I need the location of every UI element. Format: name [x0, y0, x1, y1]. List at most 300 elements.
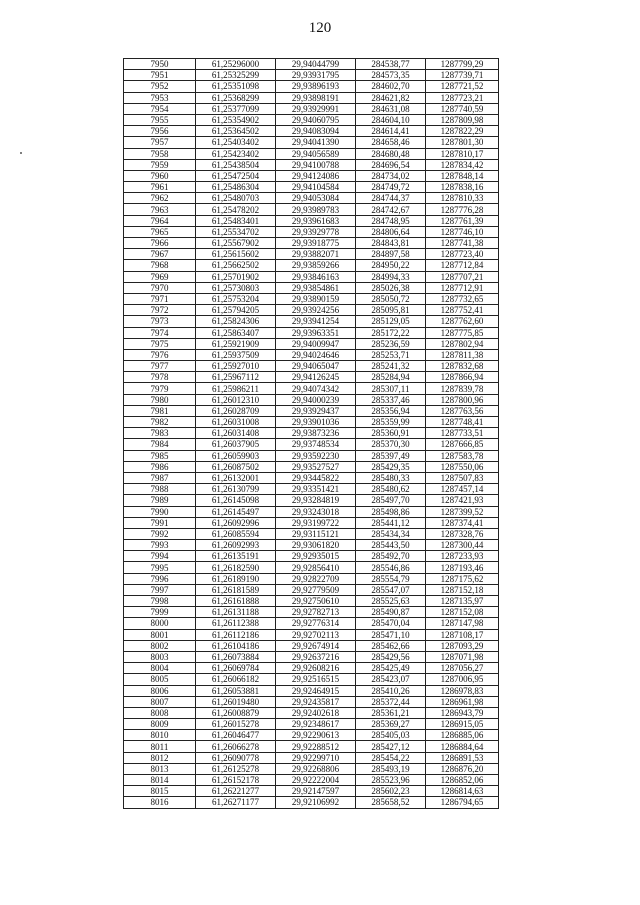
point-number-cell: 8006 — [124, 685, 196, 696]
point-number-cell: 7992 — [124, 528, 196, 539]
longitude-cell: 29,92674914 — [276, 640, 356, 651]
point-number-cell: 7989 — [124, 495, 196, 506]
y-coordinate-cell: 1287741,38 — [426, 238, 499, 249]
table-row — [124, 92, 499, 103]
point-number-cell: 8015 — [124, 786, 196, 797]
y-coordinate-cell: 1287761,39 — [426, 215, 499, 226]
y-coordinate-cell: 1286978,83 — [426, 685, 499, 696]
longitude-cell: 29,93592230 — [276, 450, 356, 461]
longitude-cell: 29,93061820 — [276, 540, 356, 551]
y-coordinate-cell: 1287748,41 — [426, 417, 499, 428]
longitude-cell: 29,93890159 — [276, 293, 356, 304]
y-coordinate-cell: 1286876,20 — [426, 763, 499, 774]
table-row — [124, 551, 499, 562]
y-coordinate-cell: 1287811,38 — [426, 349, 499, 360]
table-row — [124, 707, 499, 718]
point-number-cell: 8016 — [124, 797, 196, 808]
coordinates-table — [123, 58, 499, 809]
table-row — [124, 484, 499, 495]
latitude-cell: 61,26012310 — [196, 394, 276, 405]
longitude-cell: 29,94060795 — [276, 114, 356, 125]
point-number-cell: 8001 — [124, 629, 196, 640]
x-coordinate-cell: 285441,12 — [356, 517, 426, 528]
x-coordinate-cell: 285172,22 — [356, 327, 426, 338]
longitude-cell: 29,94024646 — [276, 349, 356, 360]
point-number-cell: 7999 — [124, 607, 196, 618]
latitude-cell: 61,25423402 — [196, 148, 276, 159]
y-coordinate-cell: 1287801,30 — [426, 137, 499, 148]
latitude-cell: 61,26092993 — [196, 540, 276, 551]
latitude-cell: 61,26181589 — [196, 584, 276, 595]
table-row — [124, 752, 499, 763]
latitude-cell: 61,25927010 — [196, 361, 276, 372]
latitude-cell: 61,26053881 — [196, 685, 276, 696]
table-row — [124, 629, 499, 640]
longitude-cell: 29,92608216 — [276, 663, 356, 674]
latitude-cell: 61,25354902 — [196, 114, 276, 125]
y-coordinate-cell: 1287763,56 — [426, 405, 499, 416]
point-number-cell: 7972 — [124, 305, 196, 316]
table-row — [124, 596, 499, 607]
y-coordinate-cell: 1287839,78 — [426, 383, 499, 394]
table-row — [124, 316, 499, 327]
table-row — [124, 674, 499, 685]
point-number-cell: 7960 — [124, 170, 196, 181]
point-number-cell: 8009 — [124, 719, 196, 730]
point-number-cell: 8003 — [124, 651, 196, 662]
y-coordinate-cell: 1287707,21 — [426, 271, 499, 282]
longitude-cell: 29,92637216 — [276, 651, 356, 662]
table-row — [124, 663, 499, 674]
y-coordinate-cell: 1287776,28 — [426, 204, 499, 215]
y-coordinate-cell: 1287328,76 — [426, 528, 499, 539]
longitude-cell: 29,93989783 — [276, 204, 356, 215]
y-coordinate-cell: 1287746,10 — [426, 226, 499, 237]
x-coordinate-cell: 285525,63 — [356, 596, 426, 607]
latitude-cell: 61,25701902 — [196, 271, 276, 282]
latitude-cell: 61,25615602 — [196, 249, 276, 260]
y-coordinate-cell: 1287721,52 — [426, 81, 499, 92]
table-row — [124, 607, 499, 618]
x-coordinate-cell: 285427,12 — [356, 741, 426, 752]
x-coordinate-cell: 285471,10 — [356, 629, 426, 640]
latitude-cell: 61,26125278 — [196, 763, 276, 774]
table-row — [124, 159, 499, 170]
point-number-cell: 7954 — [124, 103, 196, 114]
y-coordinate-cell: 1287739,71 — [426, 70, 499, 81]
x-coordinate-cell: 284573,35 — [356, 70, 426, 81]
longitude-cell: 29,92464915 — [276, 685, 356, 696]
table-row — [124, 349, 499, 360]
table-row — [124, 204, 499, 215]
table-row — [124, 472, 499, 483]
y-coordinate-cell: 1287809,98 — [426, 114, 499, 125]
table-row — [124, 797, 499, 808]
point-number-cell: 7979 — [124, 383, 196, 394]
point-number-cell: 7957 — [124, 137, 196, 148]
point-number-cell: 7976 — [124, 349, 196, 360]
table-row — [124, 215, 499, 226]
longitude-cell: 29,93748534 — [276, 439, 356, 450]
longitude-cell: 29,93351421 — [276, 484, 356, 495]
longitude-cell: 29,93929778 — [276, 226, 356, 237]
longitude-cell: 29,94041390 — [276, 137, 356, 148]
x-coordinate-cell: 285498,86 — [356, 506, 426, 517]
longitude-cell: 29,92290613 — [276, 730, 356, 741]
x-coordinate-cell: 285360,91 — [356, 428, 426, 439]
table-row — [124, 182, 499, 193]
y-coordinate-cell: 1287834,42 — [426, 159, 499, 170]
y-coordinate-cell: 1287152,08 — [426, 607, 499, 618]
y-coordinate-cell: 1287152,18 — [426, 584, 499, 595]
y-coordinate-cell: 1287135,97 — [426, 596, 499, 607]
x-coordinate-cell: 284538,77 — [356, 59, 426, 70]
x-coordinate-cell: 284749,72 — [356, 182, 426, 193]
table-row — [124, 137, 499, 148]
x-coordinate-cell: 285490,87 — [356, 607, 426, 618]
x-coordinate-cell: 285454,22 — [356, 752, 426, 763]
point-number-cell: 7953 — [124, 92, 196, 103]
point-number-cell: 7996 — [124, 573, 196, 584]
longitude-cell: 29,94053084 — [276, 193, 356, 204]
longitude-cell: 29,94056589 — [276, 148, 356, 159]
longitude-cell: 29,92435817 — [276, 696, 356, 707]
latitude-cell: 61,26131188 — [196, 607, 276, 618]
margin-mark — [20, 152, 22, 154]
point-number-cell: 8004 — [124, 663, 196, 674]
point-number-cell: 7977 — [124, 361, 196, 372]
y-coordinate-cell: 1286852,06 — [426, 775, 499, 786]
latitude-cell: 61,26112186 — [196, 629, 276, 640]
x-coordinate-cell: 285443,50 — [356, 540, 426, 551]
latitude-cell: 61,25351098 — [196, 81, 276, 92]
y-coordinate-cell: 1287093,29 — [426, 640, 499, 651]
x-coordinate-cell: 284744,37 — [356, 193, 426, 204]
point-number-cell: 7964 — [124, 215, 196, 226]
latitude-cell: 61,26037905 — [196, 439, 276, 450]
table-row — [124, 786, 499, 797]
longitude-cell: 29,93918775 — [276, 238, 356, 249]
x-coordinate-cell: 285369,27 — [356, 719, 426, 730]
x-coordinate-cell: 284614,41 — [356, 126, 426, 137]
x-coordinate-cell: 285095,81 — [356, 305, 426, 316]
table-row — [124, 741, 499, 752]
point-number-cell: 7978 — [124, 372, 196, 383]
latitude-cell: 61,25986211 — [196, 383, 276, 394]
latitude-cell: 61,25368299 — [196, 92, 276, 103]
x-coordinate-cell: 284658,46 — [356, 137, 426, 148]
table-row — [124, 327, 499, 338]
point-number-cell: 7970 — [124, 282, 196, 293]
latitude-cell: 61,26059903 — [196, 450, 276, 461]
longitude-cell: 29,93961683 — [276, 215, 356, 226]
point-number-cell: 8013 — [124, 763, 196, 774]
longitude-cell: 29,94104584 — [276, 182, 356, 193]
y-coordinate-cell: 1287832,68 — [426, 361, 499, 372]
y-coordinate-cell: 1287866,94 — [426, 372, 499, 383]
table-row — [124, 372, 499, 383]
longitude-cell: 29,92222004 — [276, 775, 356, 786]
table-row — [124, 517, 499, 528]
y-coordinate-cell: 1287775,85 — [426, 327, 499, 338]
latitude-cell: 61,25364502 — [196, 126, 276, 137]
latitude-cell: 61,25662502 — [196, 260, 276, 271]
x-coordinate-cell: 284742,67 — [356, 204, 426, 215]
y-coordinate-cell: 1287712,91 — [426, 282, 499, 293]
point-number-cell: 7965 — [124, 226, 196, 237]
longitude-cell: 29,92288512 — [276, 741, 356, 752]
table-row — [124, 114, 499, 125]
table-row — [124, 361, 499, 372]
y-coordinate-cell: 1287822,29 — [426, 126, 499, 137]
longitude-cell: 29,94009947 — [276, 338, 356, 349]
latitude-cell: 61,26221277 — [196, 786, 276, 797]
table-row — [124, 651, 499, 662]
point-number-cell: 7974 — [124, 327, 196, 338]
latitude-cell: 61,25472504 — [196, 170, 276, 181]
y-coordinate-cell: 1287108,17 — [426, 629, 499, 640]
point-number-cell: 7987 — [124, 472, 196, 483]
table-row — [124, 696, 499, 707]
x-coordinate-cell: 285497,70 — [356, 495, 426, 506]
latitude-cell: 61,26145497 — [196, 506, 276, 517]
point-number-cell: 7988 — [124, 484, 196, 495]
longitude-cell: 29,92348617 — [276, 719, 356, 730]
latitude-cell: 61,25921909 — [196, 338, 276, 349]
longitude-cell: 29,92935015 — [276, 551, 356, 562]
x-coordinate-cell: 285480,33 — [356, 472, 426, 483]
point-number-cell: 7969 — [124, 271, 196, 282]
longitude-cell: 29,93901036 — [276, 417, 356, 428]
latitude-cell: 61,26087502 — [196, 461, 276, 472]
y-coordinate-cell: 1287300,44 — [426, 540, 499, 551]
latitude-cell: 61,26271177 — [196, 797, 276, 808]
x-coordinate-cell: 285361,21 — [356, 707, 426, 718]
longitude-cell: 29,94124086 — [276, 170, 356, 181]
y-coordinate-cell: 1287233,93 — [426, 551, 499, 562]
x-coordinate-cell: 285493,19 — [356, 763, 426, 774]
y-coordinate-cell: 1287762,60 — [426, 316, 499, 327]
latitude-cell: 61,26130799 — [196, 484, 276, 495]
table-row — [124, 59, 499, 70]
table-row — [124, 461, 499, 472]
latitude-cell: 61,26092996 — [196, 517, 276, 528]
x-coordinate-cell: 285050,72 — [356, 293, 426, 304]
table-row — [124, 338, 499, 349]
y-coordinate-cell: 1287799,29 — [426, 59, 499, 70]
y-coordinate-cell: 1287838,16 — [426, 182, 499, 193]
x-coordinate-cell: 285372,44 — [356, 696, 426, 707]
longitude-cell: 29,93527527 — [276, 461, 356, 472]
y-coordinate-cell: 1287193,46 — [426, 562, 499, 573]
x-coordinate-cell: 285370,30 — [356, 439, 426, 450]
x-coordinate-cell: 284897,58 — [356, 249, 426, 260]
point-number-cell: 7950 — [124, 59, 196, 70]
point-number-cell: 7975 — [124, 338, 196, 349]
latitude-cell: 61,25753204 — [196, 293, 276, 304]
point-number-cell: 7959 — [124, 159, 196, 170]
table-row — [124, 293, 499, 304]
x-coordinate-cell: 285492,70 — [356, 551, 426, 562]
longitude-cell: 29,94065047 — [276, 361, 356, 372]
table-row — [124, 103, 499, 114]
page-number: 120 — [308, 20, 332, 36]
y-coordinate-cell: 1287752,41 — [426, 305, 499, 316]
latitude-cell: 61,25486304 — [196, 182, 276, 193]
longitude-cell: 29,93929991 — [276, 103, 356, 114]
x-coordinate-cell: 284748,95 — [356, 215, 426, 226]
latitude-cell: 61,25730803 — [196, 282, 276, 293]
point-number-cell: 7973 — [124, 316, 196, 327]
latitude-cell: 61,25296000 — [196, 59, 276, 70]
y-coordinate-cell: 1287056,27 — [426, 663, 499, 674]
longitude-cell: 29,92106992 — [276, 797, 356, 808]
x-coordinate-cell: 285026,38 — [356, 282, 426, 293]
longitude-cell: 29,94000239 — [276, 394, 356, 405]
longitude-cell: 29,93846163 — [276, 271, 356, 282]
y-coordinate-cell: 1287848,14 — [426, 170, 499, 181]
table-row — [124, 428, 499, 439]
x-coordinate-cell: 285470,04 — [356, 618, 426, 629]
longitude-cell: 29,93882071 — [276, 249, 356, 260]
longitude-cell: 29,94083094 — [276, 126, 356, 137]
latitude-cell: 61,26161888 — [196, 596, 276, 607]
latitude-cell: 61,26031008 — [196, 417, 276, 428]
table-row — [124, 282, 499, 293]
longitude-cell: 29,93924256 — [276, 305, 356, 316]
table-row — [124, 249, 499, 260]
x-coordinate-cell: 284734,02 — [356, 170, 426, 181]
x-coordinate-cell: 285602,23 — [356, 786, 426, 797]
table-row — [124, 405, 499, 416]
y-coordinate-cell: 1287399,52 — [426, 506, 499, 517]
x-coordinate-cell: 285307,11 — [356, 383, 426, 394]
table-row — [124, 193, 499, 204]
table-row — [124, 495, 499, 506]
latitude-cell: 61,25794205 — [196, 305, 276, 316]
latitude-cell: 61,25567902 — [196, 238, 276, 249]
y-coordinate-cell: 1287550,06 — [426, 461, 499, 472]
y-coordinate-cell: 1287810,33 — [426, 193, 499, 204]
table-row — [124, 775, 499, 786]
point-number-cell: 7955 — [124, 114, 196, 125]
table-row — [124, 305, 499, 316]
latitude-cell: 61,25863407 — [196, 327, 276, 338]
y-coordinate-cell: 1287583,78 — [426, 450, 499, 461]
y-coordinate-cell: 1287723,40 — [426, 249, 499, 260]
table-row — [124, 730, 499, 741]
point-number-cell: 7990 — [124, 506, 196, 517]
latitude-cell: 61,25438504 — [196, 159, 276, 170]
table-row — [124, 439, 499, 450]
y-coordinate-cell: 1287740,59 — [426, 103, 499, 114]
table-row — [124, 170, 499, 181]
latitude-cell: 61,26019480 — [196, 696, 276, 707]
y-coordinate-cell: 1287712,84 — [426, 260, 499, 271]
latitude-cell: 61,26069784 — [196, 663, 276, 674]
table-row — [124, 417, 499, 428]
point-number-cell: 7961 — [124, 182, 196, 193]
x-coordinate-cell: 284602,70 — [356, 81, 426, 92]
longitude-cell: 29,93284819 — [276, 495, 356, 506]
point-number-cell: 8002 — [124, 640, 196, 651]
latitude-cell: 61,26145098 — [196, 495, 276, 506]
longitude-cell: 29,94074342 — [276, 383, 356, 394]
x-coordinate-cell: 285658,52 — [356, 797, 426, 808]
point-number-cell: 8005 — [124, 674, 196, 685]
x-coordinate-cell: 284843,81 — [356, 238, 426, 249]
longitude-cell: 29,93873236 — [276, 428, 356, 439]
y-coordinate-cell: 1287421,93 — [426, 495, 499, 506]
x-coordinate-cell: 285410,26 — [356, 685, 426, 696]
longitude-cell: 29,93929437 — [276, 405, 356, 416]
table-row — [124, 719, 499, 730]
longitude-cell: 29,93115121 — [276, 528, 356, 539]
x-coordinate-cell: 285236,59 — [356, 338, 426, 349]
latitude-cell: 61,26085594 — [196, 528, 276, 539]
latitude-cell: 61,25534702 — [196, 226, 276, 237]
x-coordinate-cell: 285423,07 — [356, 674, 426, 685]
point-number-cell: 8010 — [124, 730, 196, 741]
y-coordinate-cell: 1287071,98 — [426, 651, 499, 662]
latitude-cell: 61,26132001 — [196, 472, 276, 483]
latitude-cell: 61,26104186 — [196, 640, 276, 651]
point-number-cell: 7952 — [124, 81, 196, 92]
x-coordinate-cell: 285425,49 — [356, 663, 426, 674]
latitude-cell: 61,25325299 — [196, 70, 276, 81]
y-coordinate-cell: 1287457,14 — [426, 484, 499, 495]
table-row — [124, 70, 499, 81]
latitude-cell: 61,26028709 — [196, 405, 276, 416]
y-coordinate-cell: 1287810,17 — [426, 148, 499, 159]
latitude-cell: 61,25403402 — [196, 137, 276, 148]
point-number-cell: 7983 — [124, 428, 196, 439]
x-coordinate-cell: 285356,94 — [356, 405, 426, 416]
longitude-cell: 29,92856410 — [276, 562, 356, 573]
latitude-cell: 61,26182590 — [196, 562, 276, 573]
point-number-cell: 7963 — [124, 204, 196, 215]
table-row — [124, 506, 499, 517]
y-coordinate-cell: 1286943,79 — [426, 707, 499, 718]
latitude-cell: 61,26135191 — [196, 551, 276, 562]
table-row — [124, 618, 499, 629]
longitude-cell: 29,92268806 — [276, 763, 356, 774]
latitude-cell: 61,25478202 — [196, 204, 276, 215]
point-number-cell: 7991 — [124, 517, 196, 528]
table-row — [124, 763, 499, 774]
longitude-cell: 29,93199722 — [276, 517, 356, 528]
x-coordinate-cell: 285359,99 — [356, 417, 426, 428]
x-coordinate-cell: 285434,34 — [356, 528, 426, 539]
longitude-cell: 29,93445822 — [276, 472, 356, 483]
latitude-cell: 61,26066182 — [196, 674, 276, 685]
latitude-cell: 61,26066278 — [196, 741, 276, 752]
longitude-cell: 29,93963351 — [276, 327, 356, 338]
y-coordinate-cell: 1287147,98 — [426, 618, 499, 629]
x-coordinate-cell: 285554,79 — [356, 573, 426, 584]
point-number-cell: 7981 — [124, 405, 196, 416]
table-row — [124, 81, 499, 92]
point-number-cell: 7985 — [124, 450, 196, 461]
x-coordinate-cell: 285462,66 — [356, 640, 426, 651]
latitude-cell: 61,25483401 — [196, 215, 276, 226]
longitude-cell: 29,92782713 — [276, 607, 356, 618]
point-number-cell: 7967 — [124, 249, 196, 260]
x-coordinate-cell: 285523,96 — [356, 775, 426, 786]
point-number-cell: 7980 — [124, 394, 196, 405]
point-number-cell: 7994 — [124, 551, 196, 562]
y-coordinate-cell: 1286915,05 — [426, 719, 499, 730]
